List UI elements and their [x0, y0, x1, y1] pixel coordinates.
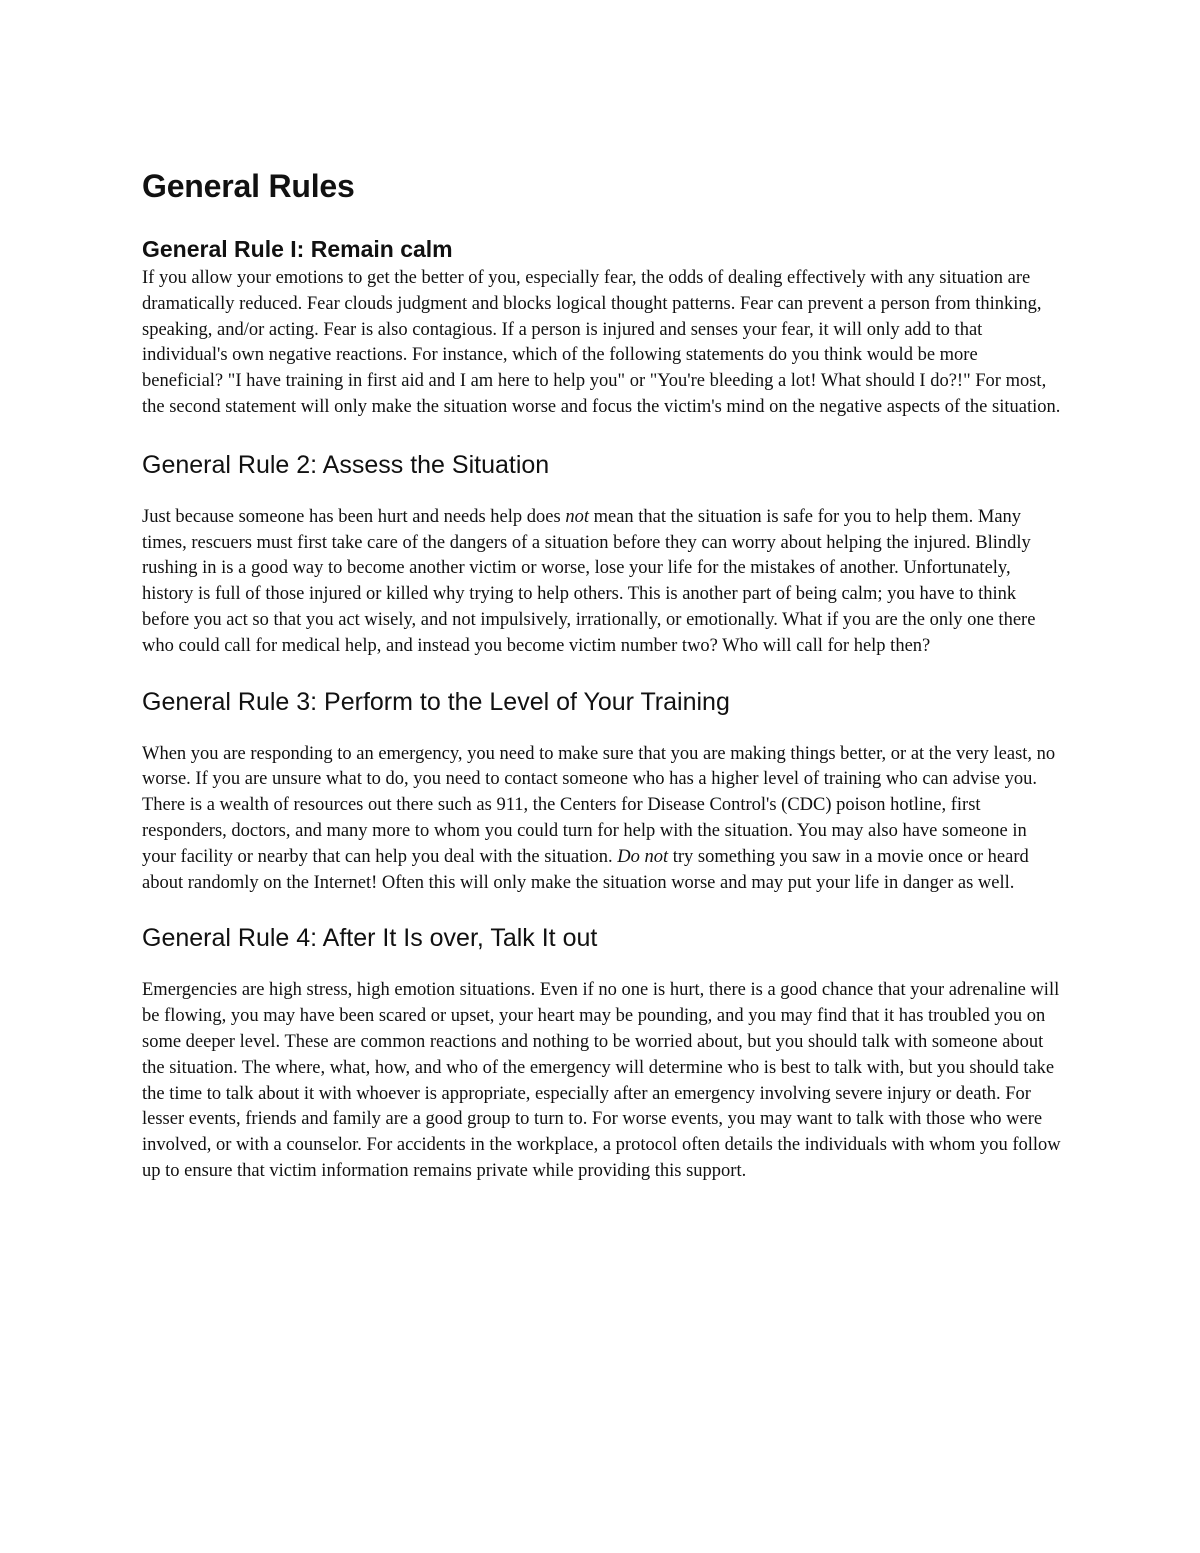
section-heading: General Rule 3: Perform to the Level of Your Training [142, 687, 730, 716]
paragraph-text: mean that the situation is safe for you to help them. Many times, rescuers must first take care of the dangers of a situation before they can worry about helping the injured. Blindly rushing in is a good way to become another victim or worse, lose your life for the mistakes of another. Unfortunately, history is full of those injured or killed why trying to help others. This is another part of being calm; you have to think before you act so that you act wisely, and not impulsively, irrationally, or emotionally. What if you are the only one there who could call for medical help, and instead you become victim number two? Who will call for help then? [142, 506, 1036, 656]
section-paragraph [142, 505, 1062, 660]
section-paragraph [142, 266, 1062, 421]
section-heading: General Rule 4: After It Is over, Talk It out [142, 924, 598, 953]
paragraph-text: Emergencies are high stress, high emotion situations. Even if no one is hurt, there is a good chance that your adrenaline will be flowing, you may have been scared or upset, your heart may be pounding, and you may find that it has troubled you on some deeper level. These are common reactions and nothing to be worried about, but you should talk with someone about the situation. The where, what, how, and who of the emergency will determine who is best to talk with, but you should take the time to talk about it with whoever is appropriate, especially after an emergency involving severe injury or death. For lesser events, friends and family are a good group to turn to. For worse events, you may want to talk with those who were involved, or with a counselor. For accidents in the workplace, a protocol often details the individuals with whom you follow up to ensure that victim information remains private while providing this support. [142, 980, 1061, 1181]
paragraph-text: try something you saw in a movie once or heard about randomly on the Internet! Often this will only make the situation worse and may put your life in danger as well. [142, 846, 1029, 893]
emphasis-text: Do not [617, 846, 669, 867]
section-paragraph [142, 978, 1062, 1184]
section-heading: General Rule 2: Assess the Situation [142, 450, 550, 479]
emphasis-text: not [565, 506, 589, 527]
document-body [142, 164, 1062, 1211]
section-rule-3 [142, 686, 1062, 897]
section-paragraph [142, 742, 1062, 897]
section-rule-4 [142, 922, 1062, 1184]
section-rule-2 [142, 449, 1062, 660]
paragraph-text: When you are responding to an emergency, you need to make sure that you are making things better, or at the very least, no worse. If you are unsure what to do, you need to contact someone who has a higher level of training who can advise you. There is a wealth of resources out there such as 911, the Centers for Disease Control's (CDC) poison hotline, first responders, doctors, and many more to whom you could turn for help with the situation. You may also have someone in your facility or nearby that can help you deal with the situation. [142, 743, 1056, 867]
section-rule-1 [142, 234, 1062, 421]
paragraph-text: Just because someone has been hurt and needs help does [142, 506, 566, 527]
page-title: General Rules [142, 168, 355, 204]
section-heading: General Rule I: Remain calm [142, 236, 453, 262]
paragraph-text: If you allow your emotions to get the better of you, especially fear, the odds of dealing effectively with any situation are dramatically reduced. Fear clouds judgment and blocks logical thought patterns. Fear can prevent a person from thinking, speaking, and/or acting. Fear is also contagious. If a person is injured and senses your fear, it will only add to that individual's own negative reactions. For instance, which of the following statements do you think would be more beneficial? "I have training in first aid and I am here to help you" or "You're bleeding a lot! What should I do?!" For most, the second statement will only make the situation worse and focus the victim's mind on the negative aspects of the situation. [142, 268, 1061, 417]
